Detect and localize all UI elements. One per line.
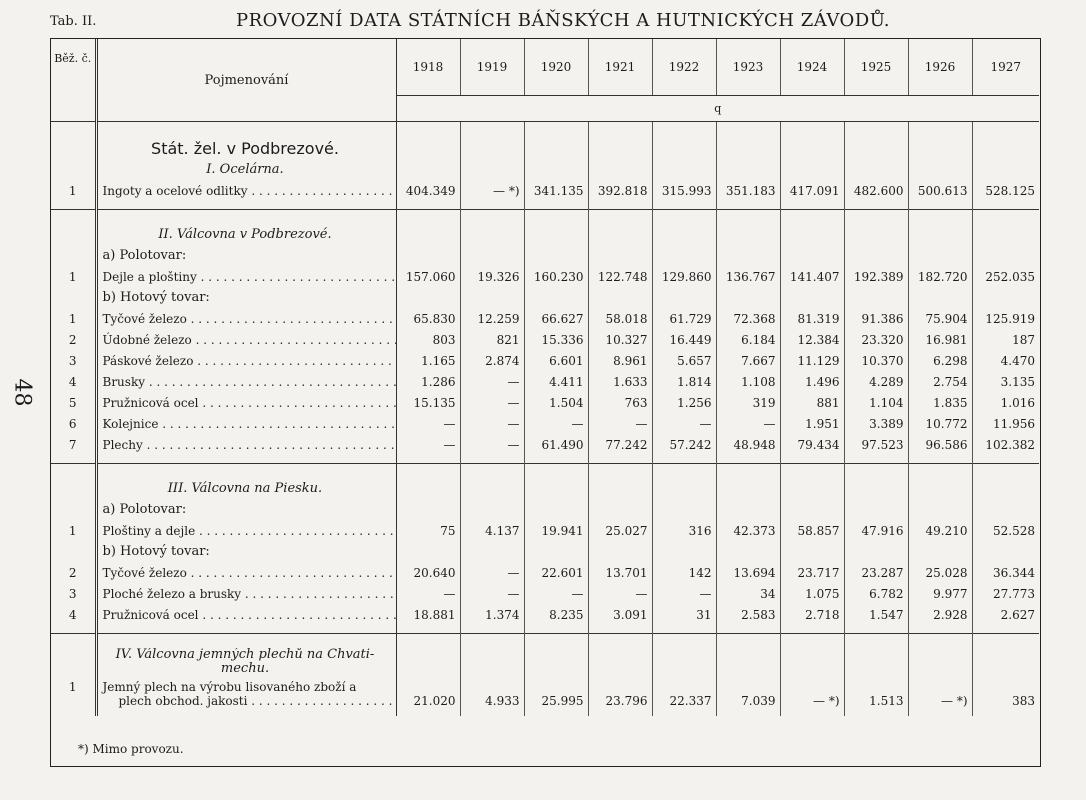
cell-value: 160.230 [524,266,588,287]
row-number: 7 [51,434,96,455]
cell-value: 8.235 [524,604,588,625]
column-header-year: 1925 [844,39,908,95]
cell-value: 141.407 [780,266,844,287]
column-header-number: Běž. č. [51,39,96,122]
subheading: b) Hotový tovar: [96,287,396,308]
cell-value: 383 [972,680,1039,708]
cell-value: 15.336 [524,329,588,350]
cell-value: 122.748 [588,266,652,287]
row-label: Ingoty a ocelové odlitky . . . [96,180,396,201]
cell-value: 4.470 [972,350,1039,371]
cell-value: 500.613 [908,180,972,201]
cell-value: 157.060 [396,266,460,287]
cell-value: 319 [716,392,780,413]
cell-value: 3.389 [844,413,908,434]
cell-value: 20.640 [396,562,460,583]
subheading-row [51,287,1039,308]
row-label: Pružnicová ocel . . . [96,604,396,625]
cell-value: 27.773 [972,583,1039,604]
table-row [51,562,1039,583]
cell-value: 881 [780,392,844,413]
row-number: 2 [51,562,96,583]
plant-heading: Stát. žel. v Podbrezové. [96,138,396,159]
cell-value: 803 [396,329,460,350]
cell-value: 2.627 [972,604,1039,625]
table-row [51,266,1039,287]
cell-value: — [396,583,460,604]
subheading: a) Polotovar: [96,245,396,266]
column-header-year: 1920 [524,39,588,95]
cell-value: — *) [908,680,972,708]
cell-value: 1.374 [460,604,524,625]
cell-value: 1.835 [908,392,972,413]
row-label: Plechy . . . [96,434,396,455]
cell-value: 1.814 [652,371,716,392]
table-row [51,434,1039,455]
row-number: 5 [51,392,96,413]
cell-value: — [460,583,524,604]
cell-value: 4.137 [460,520,524,541]
cell-value: 316 [652,520,716,541]
row-number: 4 [51,604,96,625]
column-header-year: 1924 [780,39,844,95]
cell-value: 1.016 [972,392,1039,413]
cell-value: — [396,413,460,434]
cell-value: 22.337 [652,680,716,708]
section-heading-row [51,648,1039,680]
cell-value: 315.993 [652,180,716,201]
cell-value: 77.242 [588,434,652,455]
column-header-name: Pojmenování [96,39,396,122]
cell-value: 4.933 [460,680,524,708]
block-spacer [51,708,1039,716]
table-row [51,329,1039,350]
cell-value: 25.028 [908,562,972,583]
cell-value: 91.386 [844,308,908,329]
table-row [51,392,1039,413]
cell-value: 1.496 [780,371,844,392]
cell-value: 6.298 [908,350,972,371]
cell-value: 2.718 [780,604,844,625]
cell-value: 15.135 [396,392,460,413]
column-header-year: 1921 [588,39,652,95]
cell-value: 19.326 [460,266,524,287]
cell-value: 48.948 [716,434,780,455]
cell-value: 392.818 [588,180,652,201]
cell-value: — *) [780,680,844,708]
block-spacer [51,122,1039,139]
cell-value: — [460,434,524,455]
subheading-row [51,541,1039,562]
cell-value: 11.129 [780,350,844,371]
cell-value: 58.857 [780,520,844,541]
row-label: Ploché železo a brusky . . . [96,583,396,604]
cell-value: 10.772 [908,413,972,434]
cell-value: 25.995 [524,680,588,708]
column-header-year: 1923 [716,39,780,95]
cell-value: 417.091 [780,180,844,201]
block-spacer [51,625,1039,634]
data-table-frame [50,38,1041,767]
cell-value: 528.125 [972,180,1039,201]
cell-value: 1.504 [524,392,588,413]
row-label: Ploštiny a dejle . . . [96,520,396,541]
cell-value: 65.830 [396,308,460,329]
cell-value: 22.601 [524,562,588,583]
cell-value: — [524,413,588,434]
row-label: Brusky . . . [96,371,396,392]
cell-value: 351.183 [716,180,780,201]
cell-value: — [460,371,524,392]
cell-value: 1.108 [716,371,780,392]
subheading: a) Polotovar: [96,499,396,520]
table-row [51,371,1039,392]
section-heading: I. Ocelárna. [96,159,396,180]
cell-value: 482.600 [844,180,908,201]
cell-value: 192.389 [844,266,908,287]
cell-value: — [396,434,460,455]
cell-value: 1.104 [844,392,908,413]
cell-value: 2.874 [460,350,524,371]
cell-value: 6.782 [844,583,908,604]
cell-value: 47.916 [844,520,908,541]
row-label: Tyčové železo . . . [96,308,396,329]
cell-value: 4.289 [844,371,908,392]
cell-value: 61.729 [652,308,716,329]
table-body [51,122,1039,717]
column-header-year: 1919 [460,39,524,95]
subheading-row [51,245,1039,266]
cell-value: 66.627 [524,308,588,329]
cell-value: 2.583 [716,604,780,625]
table-row [51,180,1039,201]
cell-value: 2.928 [908,604,972,625]
cell-value: 52.528 [972,520,1039,541]
cell-value: 6.184 [716,329,780,350]
table-row [51,604,1039,625]
section-heading: III. Válcovna na Piesku. [96,478,396,499]
cell-value: 10.327 [588,329,652,350]
cell-value: 5.657 [652,350,716,371]
column-header-year: 1922 [652,39,716,95]
cell-value: — [652,413,716,434]
cell-value: 97.523 [844,434,908,455]
cell-value: 1.286 [396,371,460,392]
row-label: Pružnicová ocel . . . [96,392,396,413]
cell-value: 1.075 [780,583,844,604]
subheading: b) Hotový tovar: [96,541,396,562]
cell-value: 1.165 [396,350,460,371]
cell-value: 3.091 [588,604,652,625]
cell-value: 763 [588,392,652,413]
table-row [51,308,1039,329]
cell-value: 75.904 [908,308,972,329]
cell-value: 182.720 [908,266,972,287]
cell-value: — [460,413,524,434]
row-number: 1 [51,680,96,708]
block-spacer [51,210,1039,225]
table-row [51,680,1039,708]
row-number: 1 [51,266,96,287]
cell-value: — [460,562,524,583]
cell-value: 36.344 [972,562,1039,583]
table-row [51,520,1039,541]
section-heading-row [51,224,1039,245]
cell-value: 129.860 [652,266,716,287]
cell-value: 9.977 [908,583,972,604]
column-header-year: 1927 [972,39,1039,95]
cell-value: 13.701 [588,562,652,583]
row-number: 3 [51,350,96,371]
section-heading-row [51,478,1039,499]
cell-value: 96.586 [908,434,972,455]
cell-value: 187 [972,329,1039,350]
cell-value: 1.547 [844,604,908,625]
column-header-year: 1926 [908,39,972,95]
cell-value: 79.434 [780,434,844,455]
cell-value: — [524,583,588,604]
block-spacer [51,455,1039,464]
block-spacer [51,464,1039,479]
section-heading: II. Válcovna v Podbrezové. [96,224,396,245]
cell-value: 25.027 [588,520,652,541]
cell-value: 23.287 [844,562,908,583]
cell-value: 404.349 [396,180,460,201]
cell-value: — [716,413,780,434]
cell-value: 6.601 [524,350,588,371]
subheading-row [51,499,1039,520]
page-title: PROVOZNÍ DATA STÁTNÍCH BÁŇSKÝCH A HUTNICKÝCH ZÁVODŮ. [236,10,890,31]
row-number: 1 [51,180,96,201]
cell-value: 61.490 [524,434,588,455]
cell-value: 125.919 [972,308,1039,329]
row-label: Dejle a ploštiny . . . [96,266,396,287]
cell-value: 252.035 [972,266,1039,287]
cell-value: 7.667 [716,350,780,371]
production-table [51,39,1039,716]
cell-value: 1.633 [588,371,652,392]
cell-value: 42.373 [716,520,780,541]
cell-value: 75 [396,520,460,541]
cell-value: 12.384 [780,329,844,350]
cell-value: 12.259 [460,308,524,329]
cell-value: 16.449 [652,329,716,350]
cell-value: 2.754 [908,371,972,392]
row-number: 4 [51,371,96,392]
row-number: 2 [51,329,96,350]
cell-value: 4.411 [524,371,588,392]
cell-value: 58.018 [588,308,652,329]
cell-value: 1.256 [652,392,716,413]
cell-value: 57.242 [652,434,716,455]
cell-value: 23.320 [844,329,908,350]
row-number: 6 [51,413,96,434]
cell-value: 821 [460,329,524,350]
row-label: Jemný plech na výrobu lisovaného zboží a plech obchod. jakosti . . . [96,680,396,708]
row-label: Kolejnice . . . [96,413,396,434]
cell-value: 72.368 [716,308,780,329]
row-number: 1 [51,308,96,329]
table-number: Tab. II. [50,14,97,29]
page-number: 48 [9,378,35,407]
cell-value: 1.513 [844,680,908,708]
section-heading-row [51,159,1039,180]
row-number: 1 [51,520,96,541]
cell-value: — [588,413,652,434]
row-number: 3 [51,583,96,604]
table-row [51,350,1039,371]
cell-value: 21.020 [396,680,460,708]
cell-value: — *) [460,180,524,201]
cell-value: — [588,583,652,604]
row-label: Tyčové železo . . . [96,562,396,583]
cell-value: 31 [652,604,716,625]
cell-value: 1.951 [780,413,844,434]
cell-value: 23.717 [780,562,844,583]
cell-value: 341.135 [524,180,588,201]
table-row [51,583,1039,604]
cell-value: 19.941 [524,520,588,541]
cell-value: 136.767 [716,266,780,287]
unit-label: q [396,95,1039,121]
cell-value: 13.694 [716,562,780,583]
block-spacer [51,201,1039,210]
cell-value: 3.135 [972,371,1039,392]
cell-value: 81.319 [780,308,844,329]
cell-value: 10.370 [844,350,908,371]
row-label: Páskové železo . . . [96,350,396,371]
footnote: *) Mimo provozu. [78,742,184,756]
cell-value: 18.881 [396,604,460,625]
cell-value: 34 [716,583,780,604]
row-label: Údobné železo . . . [96,329,396,350]
cell-value: 49.210 [908,520,972,541]
cell-value: 7.039 [716,680,780,708]
cell-value: 16.981 [908,329,972,350]
section-heading: IV. Válcovna jemných plechů na Chvati- mechu. [96,648,396,680]
plant-heading-row [51,138,1039,159]
table-row [51,413,1039,434]
cell-value: 102.382 [972,434,1039,455]
cell-value: 11.956 [972,413,1039,434]
cell-value: 142 [652,562,716,583]
cell-value: 23.796 [588,680,652,708]
block-spacer [51,634,1039,649]
cell-value: — [652,583,716,604]
column-header-year: 1918 [396,39,460,95]
cell-value: 8.961 [588,350,652,371]
cell-value: — [460,392,524,413]
